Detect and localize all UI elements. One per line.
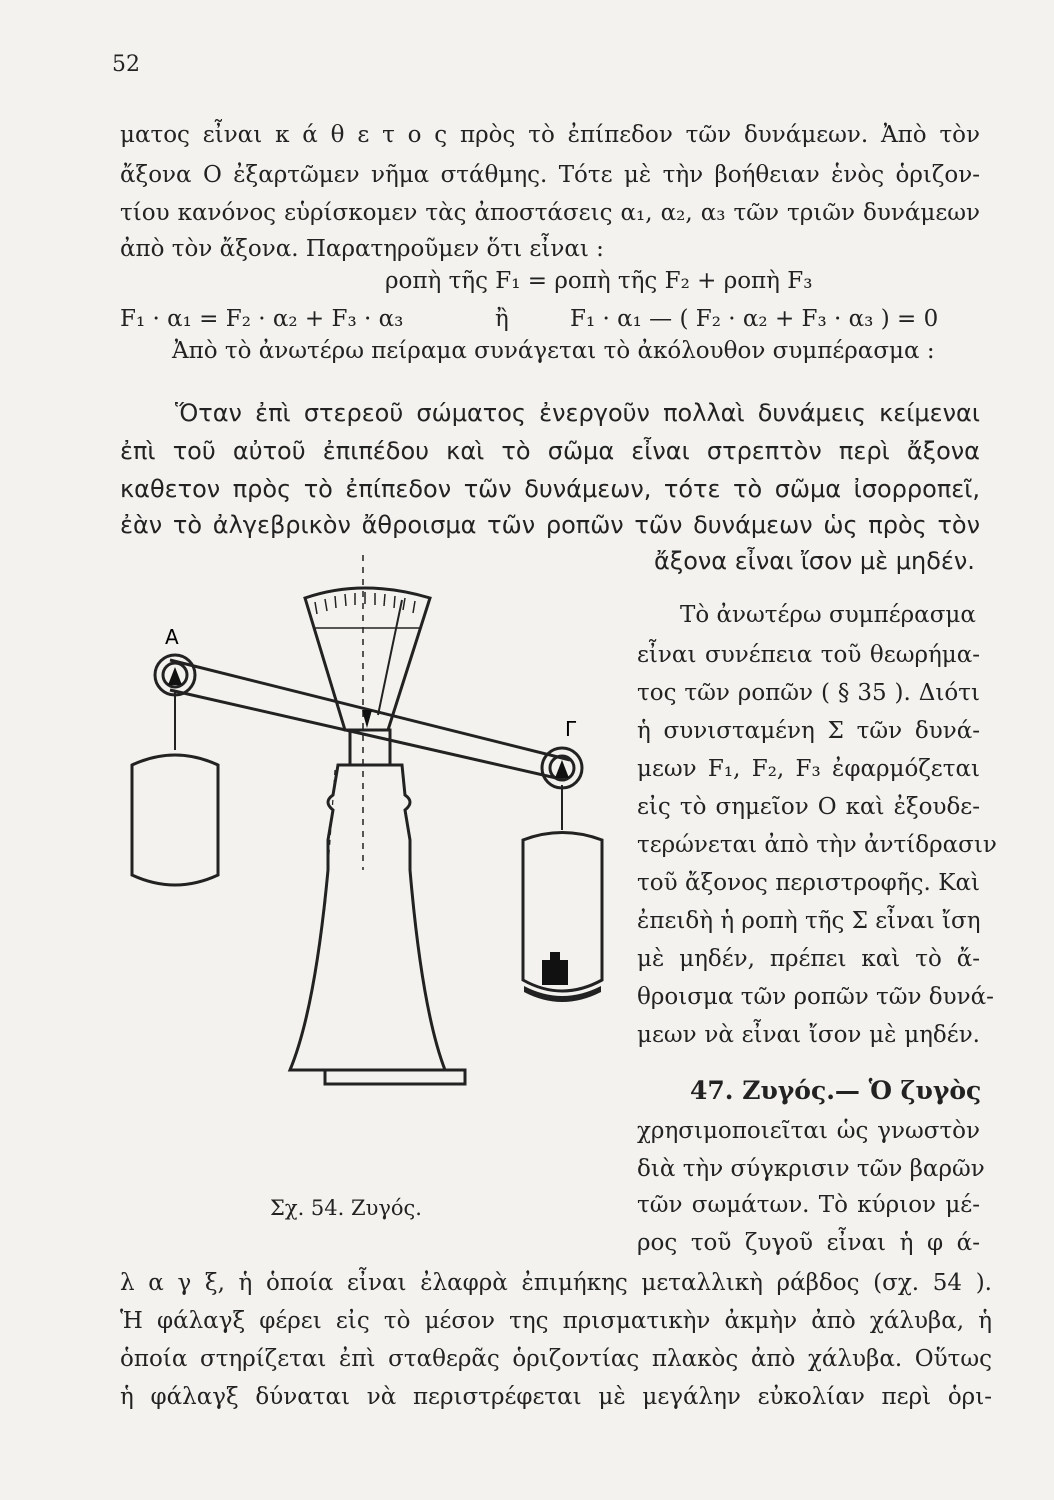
theorem-line: Ὅταν ἐπὶ στερεοῦ σώματος ἐνεργοῦν πολλαὶ δυνάμεις κείμεναι — [175, 399, 980, 427]
theorem-line: καθετον πρὸς τὸ ἐπίπεδον τῶν δυνάμεων, τότε τὸ σῶμα ἰσορροπεῖ, — [120, 475, 980, 503]
side-text-line: τοῦ ἄξονος περιστροφῆς. Καὶ — [637, 870, 980, 896]
left-weight-cylinder — [132, 755, 218, 885]
page-number: 52 — [112, 52, 140, 77]
section-side-line: χρησιμοποιεῖται ὡς γνωστὸν — [637, 1118, 980, 1144]
side-text-line: ἡ συνισταμένη Σ τῶν δυνά- — [637, 718, 980, 744]
equation-right: F₁ · α₁ — ( F₂ · α₂ + F₃ · α₃ ) = 0 — [570, 306, 939, 332]
side-text-line: μὲ μηδέν, πρέπει καὶ τὸ ἄ- — [637, 946, 980, 972]
text-line: ματος εἶναι κ ά θ ε τ ο ς πρὸς τὸ ἐπίπεδον τῶν δυνάμεων. Ἀπὸ τὸν — [120, 122, 980, 148]
label-left: Α — [165, 625, 179, 649]
text-line: ἡ φάλαγξ δύναται νὰ περιστρέφεται μὲ μεγάλην εὐκολίαν περὶ ὁρι- — [120, 1384, 992, 1410]
text-line: τίου κανόνος εὑρίσκομεν τὰς ἀποστάσεις α₁, α₂, α₃ τῶν τριῶν δυνάμεων — [120, 200, 980, 226]
theorem-line: ἄξονα εἶναι ἴσον μὲ μηδέν. — [654, 547, 975, 575]
side-text-line: εἰς τὸ σημεῖον Ο καὶ ἐξουδε- — [637, 794, 980, 820]
side-text-line: ἐπειδὴ ἡ ροπὴ τῆς Σ εἶναι ἴση — [637, 908, 981, 934]
equation-left: F₁ · α₁ = F₂ · α₂ + F₃ · α₃ — [120, 306, 404, 332]
text-line: ἀπὸ τὸν ἄξονα. Παρατηροῦμεν ὅτι εἶναι : — [120, 236, 604, 262]
section-side-line: ρος τοῦ ζυγοῦ εἶναι ἡ φ ά- — [637, 1230, 980, 1256]
section-heading: 47. Ζυγός.— Ὁ ζυγὸς — [690, 1076, 982, 1105]
section-side-line: διὰ τὴν σύγκρισιν τῶν βαρῶν — [637, 1156, 985, 1182]
equation-moments: ροπὴ τῆς F₁ = ροπὴ τῆς F₂ + ροπὴ F₃ — [385, 268, 813, 294]
left-knife-edge — [168, 667, 182, 685]
right-knife-edge — [555, 760, 569, 778]
side-text-line: μεων νὰ εἶναι ἴσον μὲ μηδέν. — [637, 1022, 980, 1048]
equation-or: ἢ — [495, 306, 509, 332]
text-line: ἄξονα Ο ἐξαρτῶμεν νῆμα στάθμης. Τότε μὲ τὴν βοήθειαν ἑνὸς ὁριζον- — [120, 162, 980, 188]
weight-block — [542, 960, 568, 985]
label-right: Γ — [565, 717, 577, 741]
text-line: ὁποία στηρίζεται ἐπὶ σταθερᾶς ὁριζοντίας πλακὸς ἀπὸ χάλυβα. Οὕτως — [120, 1346, 992, 1372]
text-line: λ α γ ξ, ἡ ὁποία εἶναι ἐλαφρὰ ἐπιμήκης μεταλλικὴ ράβδος (σχ. 54 ). — [120, 1270, 992, 1296]
stand-column — [290, 765, 445, 1070]
text-line: Ἡ φάλαγξ φέρει εἰς τὸ μέσον της πρισματικὴν ἀκμὴν ἀπὸ χάλυβα, ἡ — [120, 1308, 992, 1334]
side-text-line: τερώνεται ἀπὸ τὴν ἀντίδρασιν — [637, 832, 997, 858]
dial-ticks — [313, 592, 420, 628]
side-text-line: Τὸ ἀνωτέρω συμπέρασμα — [680, 602, 976, 628]
side-text-line: τος τῶν ροπῶν ( § 35 ). Διότι — [637, 680, 980, 706]
theorem-line: ἐπὶ τοῦ αὐτοῦ ἐπιπέδου καὶ τὸ σῶμα εἶναι στρεπτὸν περὶ ἄξονα — [120, 437, 980, 465]
stand-base — [325, 1070, 465, 1084]
side-text-line: μεων F₁, F₂, F₃ ἐφαρμόζεται — [637, 756, 980, 782]
section-side-line: τῶν σωμάτων. Τὸ κύριον μέ- — [637, 1192, 980, 1218]
conclusion-intro: Ἀπὸ τὸ ἀνωτέρω πείραμα συνάγεται τὸ ἀκόλουθον συμπέρασμα : — [172, 338, 935, 364]
side-text-line: εἶναι συνέπεια τοῦ θεωρήμα- — [637, 642, 980, 668]
side-text-line: θροισμα τῶν ροπῶν τῶν δυνά- — [637, 984, 994, 1010]
balance-scale-figure — [110, 540, 610, 1190]
figure-caption: Σχ. 54. Ζυγός. — [270, 1196, 422, 1220]
theorem-line: ἐὰν τὸ ἀλγεβρικὸν ἄθροισμα τῶν ροπῶν τῶν δυνάμεων ὡς πρὸς τὸν — [120, 511, 980, 539]
